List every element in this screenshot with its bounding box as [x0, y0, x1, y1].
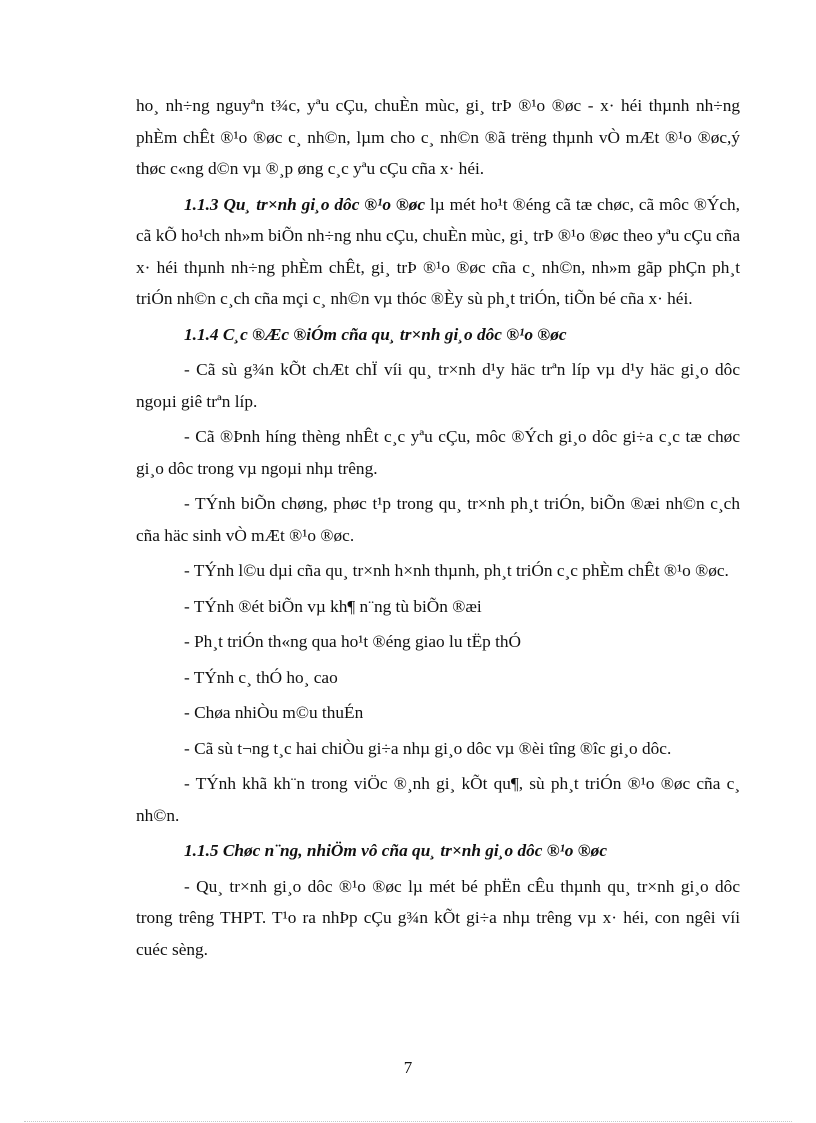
heading-1-1-3: 1.1.3 Qu¸ tr×nh gi¸o dôc ®¹o ®øc [184, 194, 426, 214]
heading-1-1-4: 1.1.4 C¸c ®Æc ®iÓm cña qu¸ tr×nh gi¸o dôc ®¹o ®øc [184, 324, 567, 344]
page-number: 7 [403, 1058, 413, 1077]
footer-divider [24, 1121, 792, 1122]
list-item: - TÝnh ®ét biÕn vµ kh¶ n¨ng tù biÕn ®æi [184, 596, 482, 616]
list-item: - Cã sù t¬ng t¸c hai chiÒu gi÷a nhµ gi¸o dôc vµ ®èi tîng ®îc gi¸o dôc. [184, 738, 672, 758]
list-item: - TÝnh l©u dµi cña qu¸ tr×nh h×nh thµnh, ph¸t triÓn c¸c phÈm chÊt ®¹o ®øc. [184, 561, 729, 580]
list-item: - Ph¸t triÓn th«ng qua ho¹t ®éng giao lu tËp thÓ [184, 632, 522, 651]
list-item: - TÝnh khã kh¨n trong viÖc ®¸nh gi¸ kÕt qu¶, sù ph¸t triÓn ®¹o ®øc cña c¸ nh©n. [136, 774, 740, 825]
body-text [136, 90, 740, 969]
list-item: - Cã ®Þnh híng thèng nhÊt c¸c yªu cÇu, môc ®Ých gi¸o dôc gi÷a c¸c tæ chøc gi¸o dôc trong vµ ngoµi nhµ trêng. [136, 427, 740, 478]
list-item: - TÝnh c¸ thÓ ho¸ cao [184, 667, 338, 687]
paragraph-1-1-3: 1.1.3 Qu¸ tr×nh gi¸o dôc ®¹o ®øc lµ mét ho¹t ®éng cã tæ chøc, cã môc ®Ých, cã kÕ ho¹ch nh»m biÕn nh÷ng nhu cÇu, chuÈn mùc, gi¸ trÞ ®¹o ®øc theo yªu cÇu cña x· héi thµnh nh÷ng phÈm chÊt, gi¸ trÞ ®¹o ®øc cña c¸ nh©n, nh»m gãp phÇn ph¸t triÓn nh©n c¸ch cña mçi c¸ nh©n vµ thóc ®Èy sù ph¸t triÓn, tiÕn bé cña x· héi. [136, 194, 740, 308]
paragraph-intro: ho¸ nh÷ng nguyªn t¾c, yªu cÇu, chuÈn mùc, gi¸ trÞ ®¹o ®øc - x· héi thµnh nh÷ng phÈm chÊt ®¹o ®øc c¸ nh©n, lµm cho c¸ nh©n ®ã trëng thµnh vÒ mÆt ®¹o ®øc,ý thøc c«ng d©n vµ ®¸p øng c¸c yªu cÇu cña x· héi. [136, 96, 740, 178]
list-item: - Cã sù g¾n kÕt chÆt chÏ víi qu¸ tr×nh d¹y häc trªn líp vµ d¹y häc gi¸o dôc ngoµi giê trªn líp. [136, 360, 740, 411]
list-item: - Chøa nhiÒu m©u thuÉn [184, 703, 364, 722]
paragraph-1-1-5: - Qu¸ tr×nh gi¸o dôc ®¹o ®øc lµ mét bé phËn cÊu thµnh qu¸ tr×nh gi¸o dôc trong trêng THPT. T¹o ra nhÞp cÇu g¾n kÕt gi÷a nhµ trêng vµ x· héi, con ngêi víi cuéc sèng. [136, 876, 740, 959]
list-item: - TÝnh biÕn chøng, phøc t¹p trong qu¸ tr×nh ph¸t triÓn, biÕn ®æi nh©n c¸ch cña häc sinh vÒ mÆt ®¹o ®øc. [136, 494, 740, 545]
heading-1-1-5: 1.1.5 Chøc n¨ng, nhiÖm vô cña qu¸ tr×nh gi¸o dôc ®¹o ®øc [184, 841, 607, 860]
